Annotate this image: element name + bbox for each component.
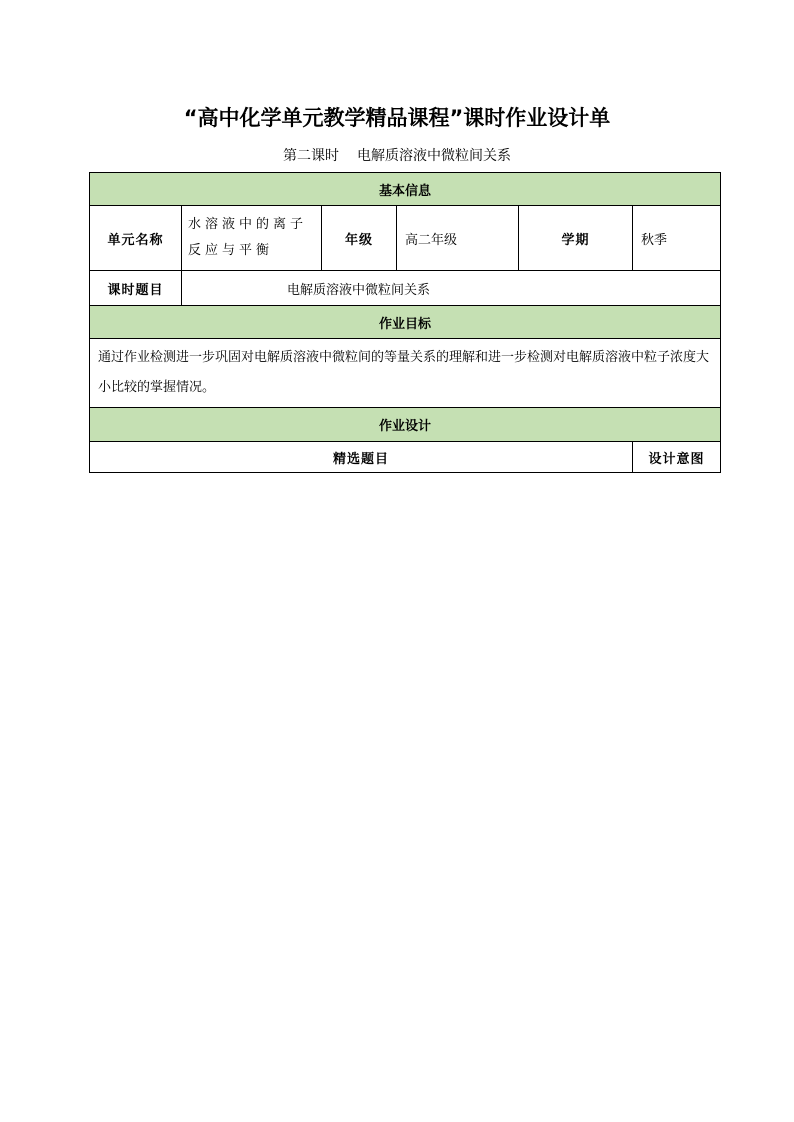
term-value: 秋季 bbox=[633, 206, 721, 271]
lesson-topic: 电解质溶液中微粒间关系 bbox=[357, 148, 511, 164]
unit-name-label: 单元名称 bbox=[90, 206, 182, 271]
unit-name-value: 水溶液中的离子反应与平衡 bbox=[182, 206, 322, 271]
topic-value: 电解质溶液中微粒间关系 bbox=[182, 271, 721, 306]
design-header: 作业设计 bbox=[90, 408, 721, 442]
selected-questions-label: 精选题目 bbox=[90, 442, 633, 473]
goal-header: 作业目标 bbox=[90, 306, 721, 339]
grade-value: 高二年级 bbox=[397, 206, 519, 271]
topic-label: 课时题目 bbox=[90, 271, 182, 306]
lesson-number: 第二课时 bbox=[283, 148, 339, 164]
basic-info-header: 基本信息 bbox=[90, 173, 721, 206]
term-label: 学期 bbox=[519, 206, 633, 271]
lesson-subtitle bbox=[0, 146, 794, 166]
goal-text: 通过作业检测进一步巩固对电解质溶液中微粒间的等量关系的理解和进一步检测对电解质溶液中粒子浓度大小比较的掌握情况。 bbox=[90, 339, 721, 408]
grade-label: 年级 bbox=[322, 206, 397, 271]
homework-design-table bbox=[89, 172, 721, 473]
page-title: “高中化学单元教学精品课程”课时作业设计单 bbox=[183, 106, 611, 130]
design-intent-label: 设计意图 bbox=[633, 442, 721, 473]
